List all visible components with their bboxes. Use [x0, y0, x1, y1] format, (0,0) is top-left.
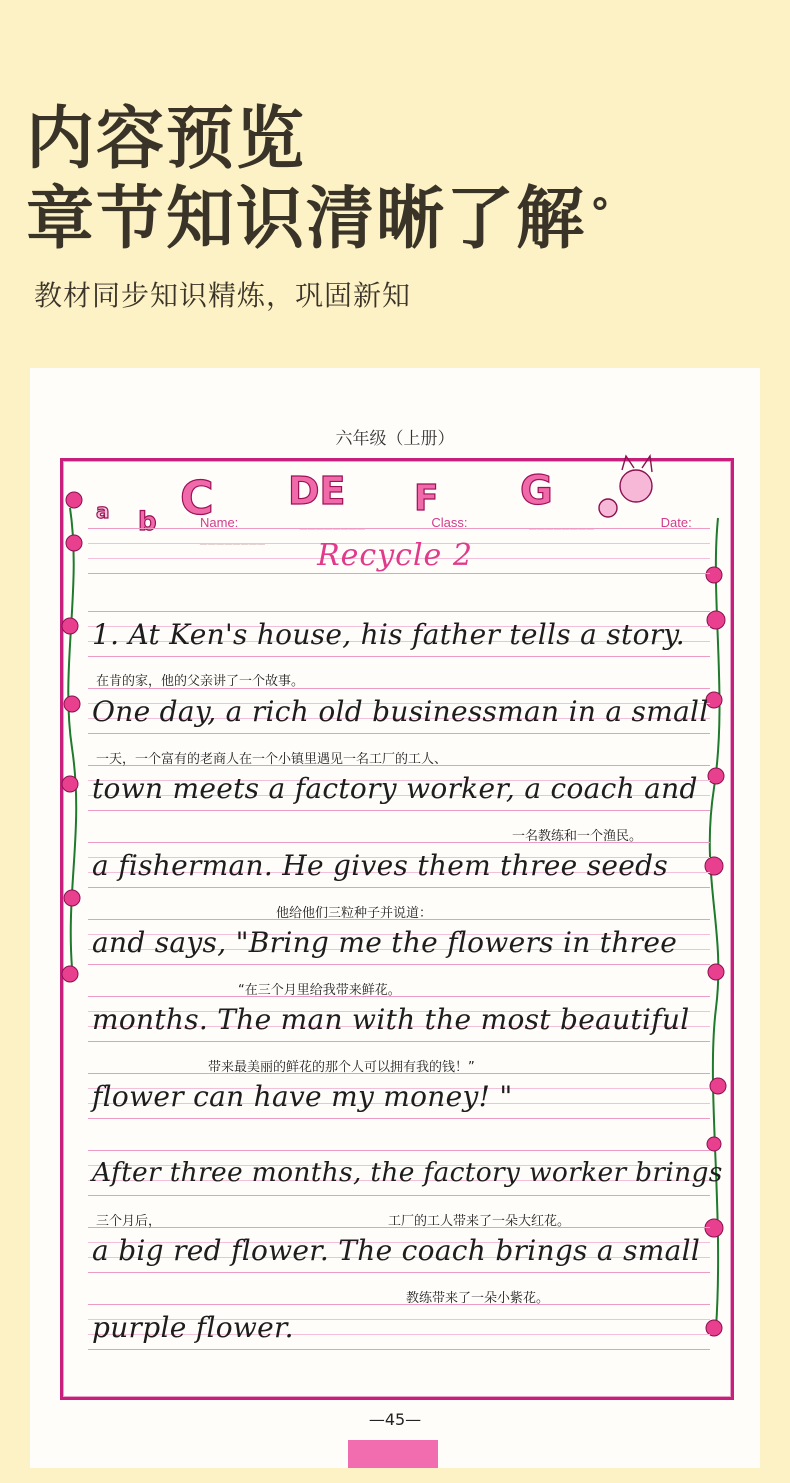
english-line: flower can have my money! ": [92, 1080, 513, 1113]
english-line: and says, "Bring me the flowers in three: [92, 926, 678, 959]
date-label: Date:: [660, 515, 692, 530]
chinese-translation: 带来最美丽的鲜花的那个人可以拥有我的钱！”: [208, 1060, 475, 1075]
page-tab: [348, 1440, 438, 1468]
english-line: a big red flower. The coach brings a small: [92, 1234, 701, 1267]
class-label: Class:: [431, 515, 468, 530]
english-line: months. The man with the most beautiful: [92, 1003, 690, 1036]
english-line: a fisherman. He gives them three seeds: [92, 849, 668, 882]
chinese-translation: 三个月后，: [96, 1214, 162, 1229]
chinese-translation: 一名教练和一个渔民。: [512, 829, 643, 844]
chinese-translation: 教练带来了一朵小紫花。: [406, 1291, 550, 1306]
chinese-translation: 他给他们三粒种子并说道：: [276, 906, 433, 921]
workbook-page: [30, 368, 760, 1468]
svg-text:G: G: [520, 468, 553, 514]
hero-title-line-2-text: 章节知识清晰了解: [26, 180, 587, 259]
chinese-translation: “在三个月里给我带来鲜花。: [238, 983, 401, 998]
class-blank: ________: [529, 515, 595, 530]
lesson-title: Recycle 2: [317, 538, 473, 573]
date-blank: ________: [200, 530, 266, 545]
english-line: 1. At Ken's house, his father tells a story.: [92, 618, 686, 651]
chinese-translation: 一天，一个富有的老商人在一个小镇里遇见一名工厂的工人、: [96, 752, 448, 767]
degree-mark: °: [590, 191, 613, 237]
english-line: town meets a factory worker, a coach and: [92, 772, 698, 805]
page-number: —45—: [368, 1410, 422, 1429]
chinese-translation: 工厂的工人带来了一朵大红花。: [388, 1214, 571, 1229]
hero-title-line-1: 内容预览: [26, 100, 307, 179]
hero-subtitle: 教材同步知识精炼，巩固新知: [34, 279, 412, 312]
svg-text:F: F: [414, 478, 439, 519]
grade-header: 六年级（上册）: [335, 429, 455, 449]
name-blank: ________: [299, 515, 366, 530]
english-line: purple flower.: [92, 1311, 294, 1344]
svg-text:C: C: [180, 471, 214, 525]
svg-text:a: a: [96, 499, 110, 523]
english-line: One day, a rich old businessman in a small: [92, 695, 709, 728]
english-line: After three months, the factory worker brings: [92, 1157, 723, 1188]
svg-text:DE: DE: [288, 469, 346, 513]
name-label: Name:: [200, 515, 239, 530]
hero-title: [26, 100, 612, 260]
chinese-translation: 在肯的家，他的父亲讲了一个故事。: [96, 674, 305, 689]
svg-text:b: b: [138, 507, 157, 537]
hero-title-line-2: [26, 180, 612, 260]
